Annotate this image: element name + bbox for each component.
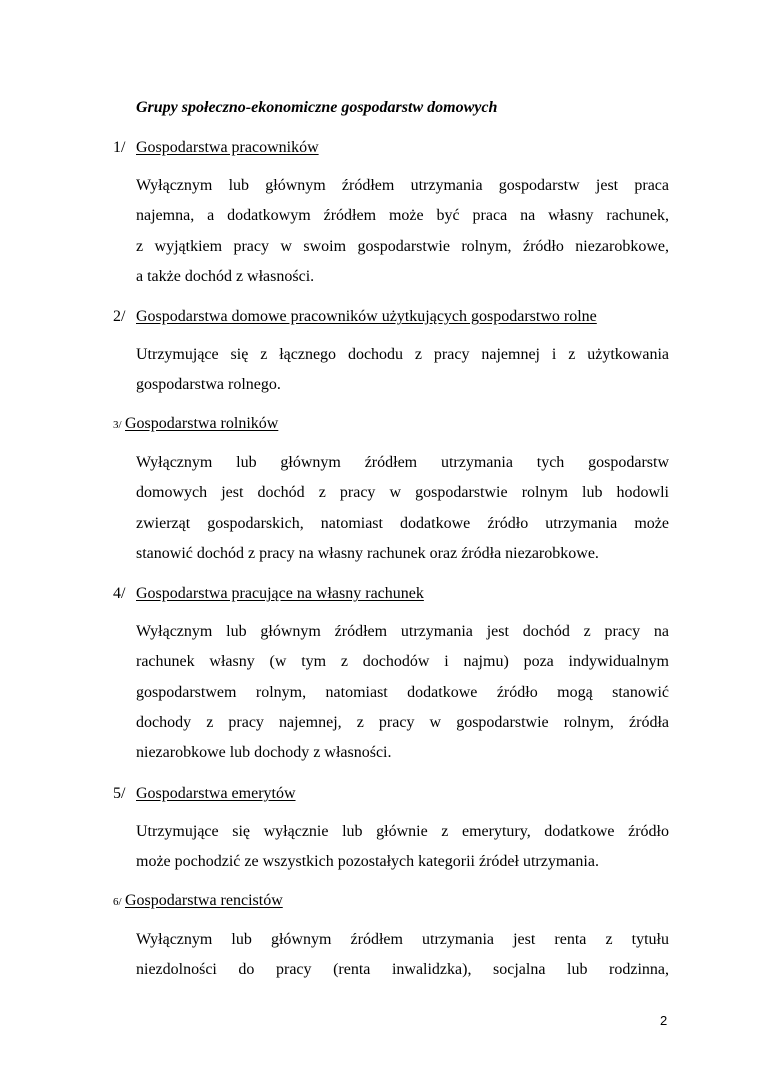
section-heading-3 (113, 413, 278, 436)
section-heading-6 (113, 890, 283, 913)
paragraph-line: rachunek własny (w tym z dochodów i najmu) poza indywidualnym (136, 653, 669, 671)
paragraph-line: domowych jest dochód z pracy w gospodarstwie rolnym lub hodowli (136, 484, 669, 502)
section-number: 2/ (113, 308, 126, 325)
section-number: 1/ (113, 139, 126, 156)
section-paragraph-4 (136, 617, 669, 768)
paragraph-line: Utrzymujące się z łącznego dochodu z pracy najemnej i z użytkowania (136, 346, 669, 363)
page-number: 2 (660, 1013, 668, 1028)
paragraph-line: z wyjątkiem pracy w swoim gospodarstwie rolnym, źródło niezarobkowe, (136, 237, 669, 255)
paragraph-line: Wyłącznym lub głównym źródłem utrzymania gospodarstw jest praca (136, 177, 669, 194)
section-title: Gospodarstwa rencistów (125, 892, 283, 909)
document-title: Grupy społeczno-ekonomiczne gospodarstw domowych (136, 99, 498, 116)
paragraph-line: gospodarstwa rolnego. (136, 376, 281, 394)
paragraph-line: gospodarstwem rolnym, natomiast dodatkowe źródło mogą stanowić (136, 683, 669, 701)
section-heading-4 (113, 583, 424, 605)
section-paragraph-5 (136, 817, 669, 878)
section-paragraph-2 (136, 340, 669, 401)
section-number: 5/ (113, 785, 126, 802)
section-paragraph-3 (136, 448, 669, 569)
paragraph-line: Wyłącznym lub głównym źródłem utrzymania jest renta z tytułu (136, 931, 669, 948)
paragraph-line: dochody z pracy najemnej, z pracy w gospodarstwie rolnym, źródła (136, 713, 669, 731)
paragraph-line: niezdolności do pracy (renta inwalidzka), socjalna lub rodzinna, (136, 961, 669, 979)
section-title: Gospodarstwa rolników (125, 415, 279, 432)
section-number: 6/ (113, 896, 122, 908)
section-number: 4/ (113, 585, 126, 602)
paragraph-line: najemna, a dodatkowym źródłem może być praca na własny rachunek, (136, 207, 669, 225)
paragraph-line: stanowić dochód z pracy na własny rachunek oraz źródła niezarobkowe. (136, 544, 599, 562)
section-title: Gospodarstwa pracowników (136, 139, 319, 156)
section-paragraph-6 (136, 925, 669, 986)
section-title: Gospodarstwa domowe pracowników użytkujących gospodarstwo rolne (136, 308, 597, 325)
paragraph-line: może pochodzić ze wszystkich pozostałych kategorii źródeł utrzymania. (136, 853, 599, 871)
section-heading-5 (113, 783, 296, 805)
section-title: Gospodarstwa emerytów (136, 785, 296, 802)
section-heading-1 (113, 137, 319, 159)
paragraph-line: Utrzymujące się wyłącznie lub głównie z emerytury, dodatkowe źródło (136, 823, 669, 840)
section-heading-2 (113, 306, 597, 328)
paragraph-line: Wyłącznym lub głównym źródłem utrzymania jest dochód z pracy na (136, 623, 669, 640)
paragraph-line: niezarobkowe lub dochody z własności. (136, 744, 392, 762)
paragraph-line: a także dochód z własności. (136, 267, 315, 285)
section-number: 3/ (113, 419, 122, 431)
section-paragraph-1 (136, 171, 669, 292)
paragraph-line: Wyłącznym lub głównym źródłem utrzymania tych gospodarstw (136, 454, 669, 471)
section-title: Gospodarstwa pracujące na własny rachunek (136, 585, 424, 602)
paragraph-line: zwierząt gospodarskich, natomiast dodatkowe źródło utrzymania może (136, 514, 669, 532)
